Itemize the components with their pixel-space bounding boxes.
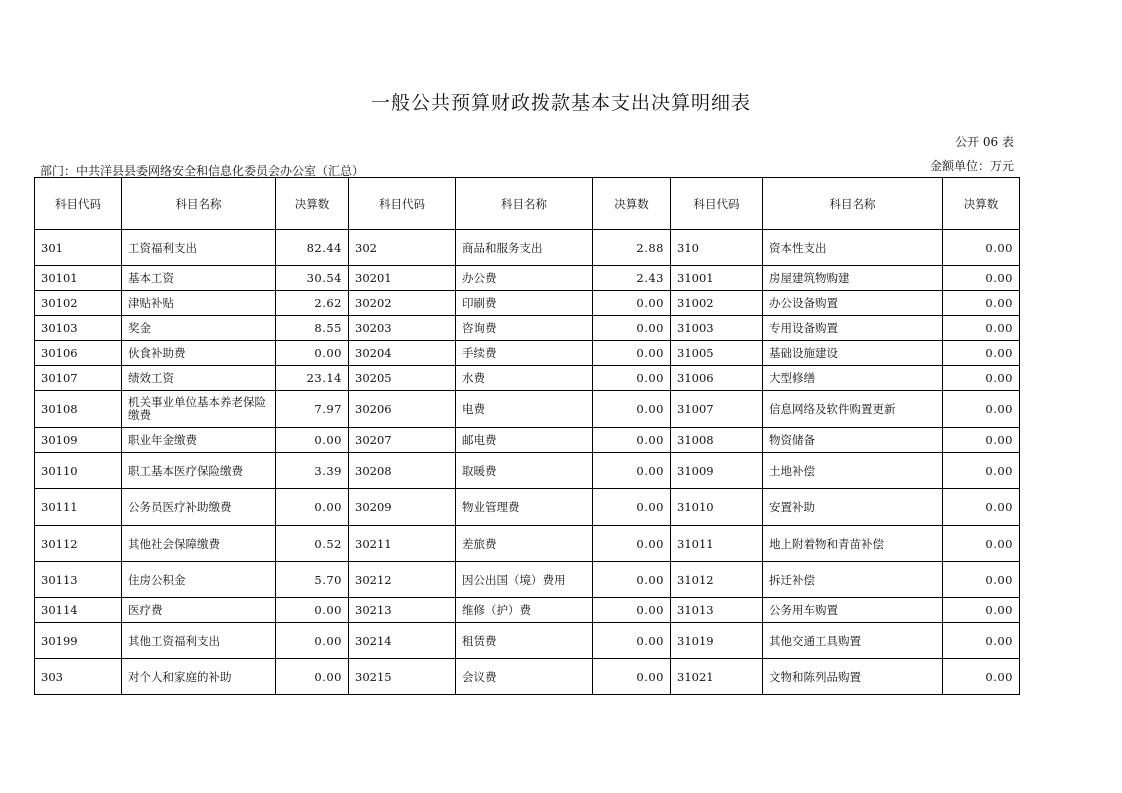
table-row [35, 428, 1020, 453]
amount-cell: 82.44 [276, 230, 349, 266]
code-cell: 30212 [349, 562, 456, 598]
code-cell: 31021 [671, 659, 763, 695]
code-cell: 30206 [349, 391, 456, 428]
header-amount-1: 决算数 [276, 178, 349, 230]
code-cell: 30113 [35, 562, 122, 598]
code-cell: 31010 [671, 489, 763, 526]
name-cell: 津贴补贴 [122, 291, 276, 316]
name-cell: 咨询费 [456, 316, 593, 341]
amount-cell: 0.00 [943, 453, 1020, 489]
amount-cell: 0.00 [593, 526, 671, 562]
amount-cell: 0.00 [276, 598, 349, 623]
name-cell: 拆迁补偿 [763, 562, 943, 598]
name-cell: 资本性支出 [763, 230, 943, 266]
name-cell: 绩效工资 [122, 366, 276, 391]
name-cell: 其他工资福利支出 [122, 623, 276, 659]
code-cell: 31003 [671, 316, 763, 341]
table-header-row [35, 178, 1020, 230]
code-cell: 31006 [671, 366, 763, 391]
name-cell: 差旅费 [456, 526, 593, 562]
amount-cell: 0.00 [593, 562, 671, 598]
amount-cell: 0.00 [276, 428, 349, 453]
name-cell: 文物和陈列品购置 [763, 659, 943, 695]
header-name-2: 科目名称 [456, 178, 593, 230]
name-cell: 对个人和家庭的补助 [122, 659, 276, 695]
amount-cell: 0.00 [943, 366, 1020, 391]
code-cell: 31008 [671, 428, 763, 453]
amount-cell: 0.00 [593, 366, 671, 391]
name-cell: 电费 [456, 391, 593, 428]
name-cell: 专用设备购置 [763, 316, 943, 341]
name-cell: 水费 [456, 366, 593, 391]
table-row [35, 341, 1020, 366]
code-cell: 301 [35, 230, 122, 266]
name-cell: 办公费 [456, 266, 593, 291]
amount-cell: 2.88 [593, 230, 671, 266]
table-row [35, 453, 1020, 489]
name-cell: 职工基本医疗保险缴费 [122, 453, 276, 489]
code-cell: 30103 [35, 316, 122, 341]
code-cell: 31005 [671, 341, 763, 366]
name-cell: 伙食补助费 [122, 341, 276, 366]
code-cell: 30213 [349, 598, 456, 623]
name-cell: 手续费 [456, 341, 593, 366]
code-cell: 30214 [349, 623, 456, 659]
name-cell: 地上附着物和青苗补偿 [763, 526, 943, 562]
table-row [35, 526, 1020, 562]
amount-cell: 0.00 [943, 266, 1020, 291]
code-cell: 31013 [671, 598, 763, 623]
name-cell: 房屋建筑物购建 [763, 266, 943, 291]
name-cell: 其他社会保障缴费 [122, 526, 276, 562]
amount-cell: 0.00 [276, 659, 349, 695]
table-row [35, 562, 1020, 598]
code-cell: 31001 [671, 266, 763, 291]
name-cell: 医疗费 [122, 598, 276, 623]
amount-cell: 0.00 [943, 659, 1020, 695]
amount-cell: 0.00 [593, 659, 671, 695]
expenditure-table [34, 177, 1020, 695]
table-row [35, 316, 1020, 341]
name-cell: 会议费 [456, 659, 593, 695]
amount-cell: 0.00 [943, 428, 1020, 453]
department-label: 部门：中共洋县县委网络安全和信息化委员会办公室（汇总） [40, 164, 365, 178]
code-cell: 30107 [35, 366, 122, 391]
table-row [35, 659, 1020, 695]
name-cell: 工资福利支出 [122, 230, 276, 266]
name-cell: 租赁费 [456, 623, 593, 659]
name-cell: 基本工资 [122, 266, 276, 291]
amount-cell: 0.00 [593, 598, 671, 623]
header-name-3: 科目名称 [763, 178, 943, 230]
header-amount-3: 决算数 [943, 178, 1020, 230]
page-title: 一般公共预算财政拨款基本支出决算明细表 [370, 92, 751, 114]
header-code-2: 科目代码 [349, 178, 456, 230]
amount-cell: 8.55 [276, 316, 349, 341]
amount-cell: 7.97 [276, 391, 349, 428]
name-cell: 基础设施建设 [763, 341, 943, 366]
header-amount-2: 决算数 [593, 178, 671, 230]
name-cell: 大型修缮 [763, 366, 943, 391]
amount-cell: 0.00 [943, 623, 1020, 659]
name-cell: 职业年金缴费 [122, 428, 276, 453]
amount-cell: 0.00 [943, 230, 1020, 266]
amount-cell: 0.00 [276, 489, 349, 526]
amount-cell: 0.00 [593, 453, 671, 489]
amount-cell: 0.00 [593, 391, 671, 428]
amount-cell: 0.00 [593, 428, 671, 453]
name-cell: 邮电费 [456, 428, 593, 453]
table-row [35, 598, 1020, 623]
code-cell: 30201 [349, 266, 456, 291]
name-cell: 公务用车购置 [763, 598, 943, 623]
name-cell: 印刷费 [456, 291, 593, 316]
amount-cell: 0.00 [276, 623, 349, 659]
amount-cell: 0.00 [593, 341, 671, 366]
code-cell: 30215 [349, 659, 456, 695]
name-cell: 土地补偿 [763, 453, 943, 489]
table-row [35, 366, 1020, 391]
amount-cell: 2.43 [593, 266, 671, 291]
amount-cell: 0.00 [943, 341, 1020, 366]
header-name-1: 科目名称 [122, 178, 276, 230]
name-cell: 办公设备购置 [763, 291, 943, 316]
code-cell: 31012 [671, 562, 763, 598]
amount-cell: 0.52 [276, 526, 349, 562]
table-row [35, 266, 1020, 291]
amount-cell: 0.00 [943, 391, 1020, 428]
name-cell: 维修（护）费 [456, 598, 593, 623]
code-cell: 31002 [671, 291, 763, 316]
amount-cell: 0.00 [943, 316, 1020, 341]
code-cell: 30207 [349, 428, 456, 453]
code-cell: 310 [671, 230, 763, 266]
code-cell: 30204 [349, 341, 456, 366]
amount-cell: 3.39 [276, 453, 349, 489]
amount-unit: 金额单位：万元 [929, 159, 1014, 173]
name-cell: 奖金 [122, 316, 276, 341]
name-cell: 取暖费 [456, 453, 593, 489]
amount-cell: 0.00 [593, 623, 671, 659]
code-cell: 30202 [349, 291, 456, 316]
table-row [35, 291, 1020, 316]
name-cell: 其他交通工具购置 [763, 623, 943, 659]
code-cell: 30208 [349, 453, 456, 489]
code-cell: 30205 [349, 366, 456, 391]
name-cell: 机关事业单位基本养老保险缴费 [122, 391, 276, 428]
amount-cell: 30.54 [276, 266, 349, 291]
name-cell: 安置补助 [763, 489, 943, 526]
amount-cell: 2.62 [276, 291, 349, 316]
code-cell: 30101 [35, 266, 122, 291]
code-cell: 30111 [35, 489, 122, 526]
form-number: 公开 06 表 [955, 135, 1014, 149]
table-row [35, 391, 1020, 428]
name-cell: 物业管理费 [456, 489, 593, 526]
code-cell: 31009 [671, 453, 763, 489]
amount-cell: 0.00 [276, 341, 349, 366]
code-cell: 30106 [35, 341, 122, 366]
amount-cell: 0.00 [943, 562, 1020, 598]
name-cell: 物资储备 [763, 428, 943, 453]
code-cell: 31007 [671, 391, 763, 428]
header-code-3: 科目代码 [671, 178, 763, 230]
code-cell: 30211 [349, 526, 456, 562]
amount-cell: 0.00 [593, 291, 671, 316]
amount-cell: 0.00 [943, 598, 1020, 623]
name-cell: 商品和服务支出 [456, 230, 593, 266]
name-cell: 信息网络及软件购置更新 [763, 391, 943, 428]
table-row [35, 623, 1020, 659]
name-cell: 住房公积金 [122, 562, 276, 598]
code-cell: 30112 [35, 526, 122, 562]
header-code-1: 科目代码 [35, 178, 122, 230]
code-cell: 302 [349, 230, 456, 266]
code-cell: 30108 [35, 391, 122, 428]
amount-cell: 23.14 [276, 366, 349, 391]
name-cell: 公务员医疗补助缴费 [122, 489, 276, 526]
code-cell: 30203 [349, 316, 456, 341]
amount-cell: 0.00 [943, 489, 1020, 526]
code-cell: 31019 [671, 623, 763, 659]
code-cell: 31011 [671, 526, 763, 562]
code-cell: 30209 [349, 489, 456, 526]
amount-cell: 0.00 [943, 291, 1020, 316]
code-cell: 30102 [35, 291, 122, 316]
code-cell: 30114 [35, 598, 122, 623]
name-cell: 因公出国（境）费用 [456, 562, 593, 598]
code-cell: 30199 [35, 623, 122, 659]
table-row [35, 230, 1020, 266]
amount-cell: 0.00 [943, 526, 1020, 562]
amount-cell: 0.00 [593, 316, 671, 341]
code-cell: 30110 [35, 453, 122, 489]
table-row [35, 489, 1020, 526]
code-cell: 303 [35, 659, 122, 695]
amount-cell: 5.70 [276, 562, 349, 598]
amount-cell: 0.00 [593, 489, 671, 526]
code-cell: 30109 [35, 428, 122, 453]
